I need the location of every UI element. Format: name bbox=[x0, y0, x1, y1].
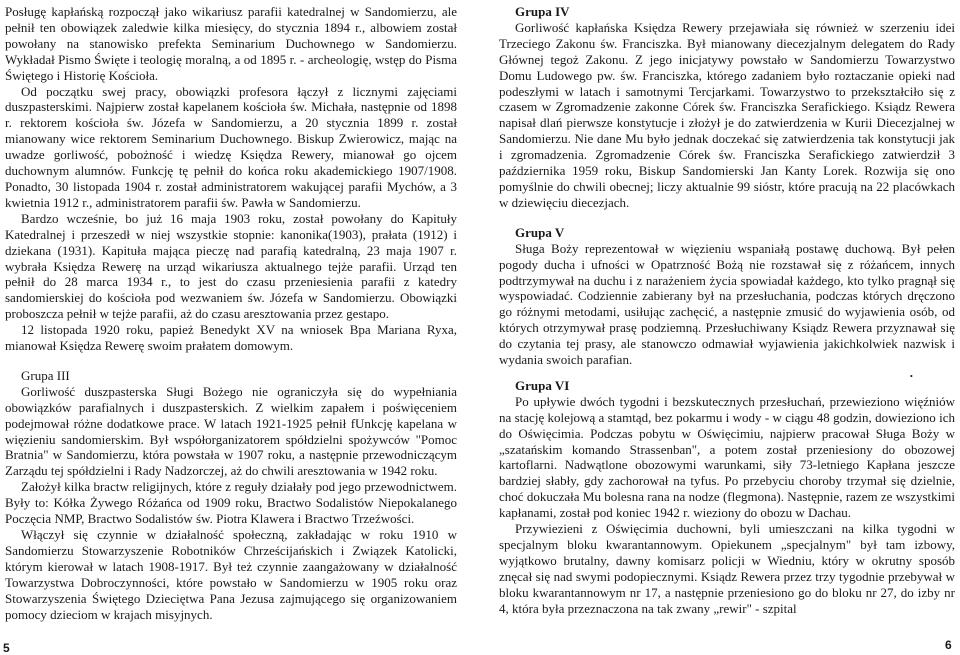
intro-paragraph-1: Posługę kapłańską rozpoczął jako wikariusz parafii katedralnej w Sandomierzu, ale pełnił ten obowiązek zaledwie kilka miesięcy, do stycznia 1894 r., albowiem został powołany na stanowisko prefekta Seminarium Duchownego w Sandomierzu. Wykładał Pismo Święte i teologię moralną, a od 1895 r. - archeologię, wstęp do Pisma Świętego i Historię Kościoła. bbox=[5, 4, 457, 83]
spacer bbox=[499, 211, 955, 225]
group-3-paragraph-2: Założył kilka bractw religijnych, które z reguły działały pod jego przewodnictwem. Były to: Kółka Żywego Różańca od 1909 roku, Bractwo Sodalistów Niepokalanego Poczęcia NMP, Bractwo Sodalistów św. Piotra Klawera i Bractwo Trzeźwości. bbox=[5, 479, 457, 527]
group-6-heading: Grupa VI bbox=[515, 377, 570, 393]
group-4-paragraph: Gorliwość kapłańska Księdza Rewery przejawiała się również w szerzeniu idei Trzeciego Zakonu św. Franciszka. Był mianowany diecezjalnym delegatem do Rady Głównej tegoż Zakonu. Z jego inicjatywy powstało w Sandomierzu Towarzystwo Domu Ludowego pw. św. Franciszka, którego zadaniem było roztaczanie opieki nad podeszłymi w latach i samotnymi Tercjarkami. Towarzystwo to przekształciło się z czasem w Zgromadzenie zakonne Córek św. Franciszka Serafickiego. Ksiądz Rewera napisał dlań pierwsze konstytucje i złożył je do zatwierdzenia w Kurii Diecezjalnej w Sandomierzu. Nie dane Mu było jednak doczekać się zatwierdzenia tak konstytucji jak i zgromadzenia. Zgromadzenie Córek św. Franciszka Serafickiego zatwierdził 3 października 1959 roku, Biskup Sandomierski Jan Kanty Lorek. Rozwija się ono pomyślnie do chwili obecnej; liczy aktualnie 99 sióstr, które pracują na 22 placówkach w dziewięciu diecezjach. bbox=[499, 19, 955, 210]
group-3-heading: Grupa III bbox=[21, 367, 70, 383]
group-4-heading: Grupa IV bbox=[515, 4, 570, 19]
intro-paragraph-2: Od początku swej pracy, obowiązki profesora łączył z licznymi zajęciami duszpasterskimi. Najpierw został kapelanem kościoła św. Michała, następnie od 1898 r. rektorem kościoła św. Józefa w Sandomierzu, a 20 stycznia 1899 r. został mianowany wice rektorem Seminarium Duchownego. Biskup Zwierowicz, mając na uwadze gorliwość, pobożność i wiedzę Księdza Rewery, mianował go ojcem duchownym alumnów. Funkcję tę pełnił do końca roku akademickiego 1907/1908. Ponadto, 30 listopada 1904 r. został administratorem wakującej parafii Mychów, a 3 kwietnia 1912 r., administratorem parafii św. Pawła w Sandomierzu. bbox=[5, 83, 457, 210]
group-6-paragraph-1: Po upływie dwóch tygodni i bezskutecznych przesłuchań, przewieziono więźniów na stację kolejową a stamtąd, bez pokarmu i wody - w ciągu 48 godzin, dowieziono ich do Oświęcimia. Podczas pobytu w Oświęcimiu, najpierw pracował Sługa Boży w „szatańskim komando Strassenban", a potem został przeniesiony do obozowej kartoflarni. Nadwątlone obozowymi warunkami, siły 73-letniego Kapłana jeszcze bardziej słabły, gdy zachorował na tyfus. Po przebyciu choroby trzymał się dzielnie, choć dokuczała Mu bolesna rana na nodze (flegmona). Następnie, razem ze wszystkimi kapłanami, został pod koniec 1942 r. wieziony do obozu w Dachau. bbox=[499, 393, 955, 521]
page-number-left: 5 bbox=[3, 641, 10, 655]
spacer bbox=[5, 354, 457, 368]
intro-paragraph-4: 12 listopada 1920 roku, papież Benedykt XV na wniosek Bpa Mariana Ryxa, mianował Księdza Rewerę swoim prałatem domowym. bbox=[5, 322, 457, 354]
intro-paragraph-3: Bardzo wcześnie, bo już 16 maja 1903 roku, został powołany do Kapituły Katedralnej i przeszedł w niej wszystkie stopnie: kanonika(1903), prałata (1912) i dziekana (1931). Kapituła mająca pieczę nad parafią katedralną, 23 maja 1907 r. wybrała Księdza Rewerę na urząd wikariusza aktualnego tejże parafii. Urząd ten pełnił do 28 marca 1934 r., to jest do czasu przeniesienia parafii z katedry sandomierskiej do kościoła pod wezwaniem św. Józefa w Sandomierzu. Obowiązki proboszcza pełnił w tejże parafii, aż do czasu aresztowania przez gestapo. bbox=[5, 210, 457, 322]
group-6-paragraph-2: Przywiezieni z Oświęcimia duchowni, byli umieszczani na kilka tygodni w specjalnym bloku kwarantannowym. Opiekunem „specjalnym" był tam izbowy, wyjątkowo brutalny, dawny komisarz policji w Wiedniu, który w okrutny sposób znęcał się nad swymi podopiecznymi. Ksiądz Rewera przez trzy tygodnie przebywał w bloku kwarantannowym nr 17, a następnie przeniesiono go do bloku nr 27, do izby nr 4, która była przeznaczona na tak zwany „rewir" - szpital bbox=[499, 521, 955, 616]
group-5-paragraph: Sługa Boży reprezentował w więzieniu wspaniałą postawę duchową. Był pełen pogody ducha i ufności w Opatrzność Bożą nie rozstawał się z różańcem, innych podtrzymywał na duchu i z narażeniem życia spowiadał każdego, kto tylko pragnął się wyspowiadać. Codziennie zabierany był na przesłuchania, podczas których dręczono go różnymi metodami, usiłując zachęcić, a następnie zmusić do wyjawienia osób, od których otrzymywał prasę podziemną. Przesłuchiwany Ksiądz Rewera przyznawał się do czytania tej prasy, ale stanowczo odmawiał wyjawienia jakichkolwiek nazwisk i wydania swoich parafian. bbox=[499, 240, 955, 368]
group-5-heading: Grupa V bbox=[515, 224, 565, 240]
group-3-paragraph-1: Gorliwość duszpasterska Sługi Bożego nie ograniczyła się do wypełniania obowiązków parafialnych i duszpasterskich. Z wielkim zapałem i poświęceniem podejmował różne dodatkowe prace. W latach 1921-1925 pełnił fUnkcję kapelana w więzieniu sandomierskim. Był współorganizatorem spółdzielni spożywców "Pomoc Bratnia" w Sandomierzu, która powstała w 1907 roku, a następnie przewodniczącym Zarządu tej spółdzielni i Rady Nadzorczej, aż do chwili aresztowania w 1942 roku. bbox=[5, 383, 457, 479]
left-column bbox=[5, 4, 457, 622]
separator-dot: . bbox=[909, 364, 913, 380]
group-3-paragraph-3: Włączył się czynnie w działalność społeczną, zakładając w roku 1910 w Sandomierzu Stowarzyszenie Robotników Chrześcijańskich i Związek Katolicki, którym kierował w latach 1908-1917. Był też czynnie zaangażowany w działalność Towarzystwa Dobroczynności, które powstało w Sandomierzu w 1905 roku oraz Stowarzyszenia Świętego Dzieciętwa Pana Jezusa zajmującego się organizowaniem pomocy dzieciom w krajach misyjnych. bbox=[5, 527, 457, 622]
page-number-right: 6 bbox=[945, 638, 952, 652]
right-column bbox=[499, 4, 955, 617]
